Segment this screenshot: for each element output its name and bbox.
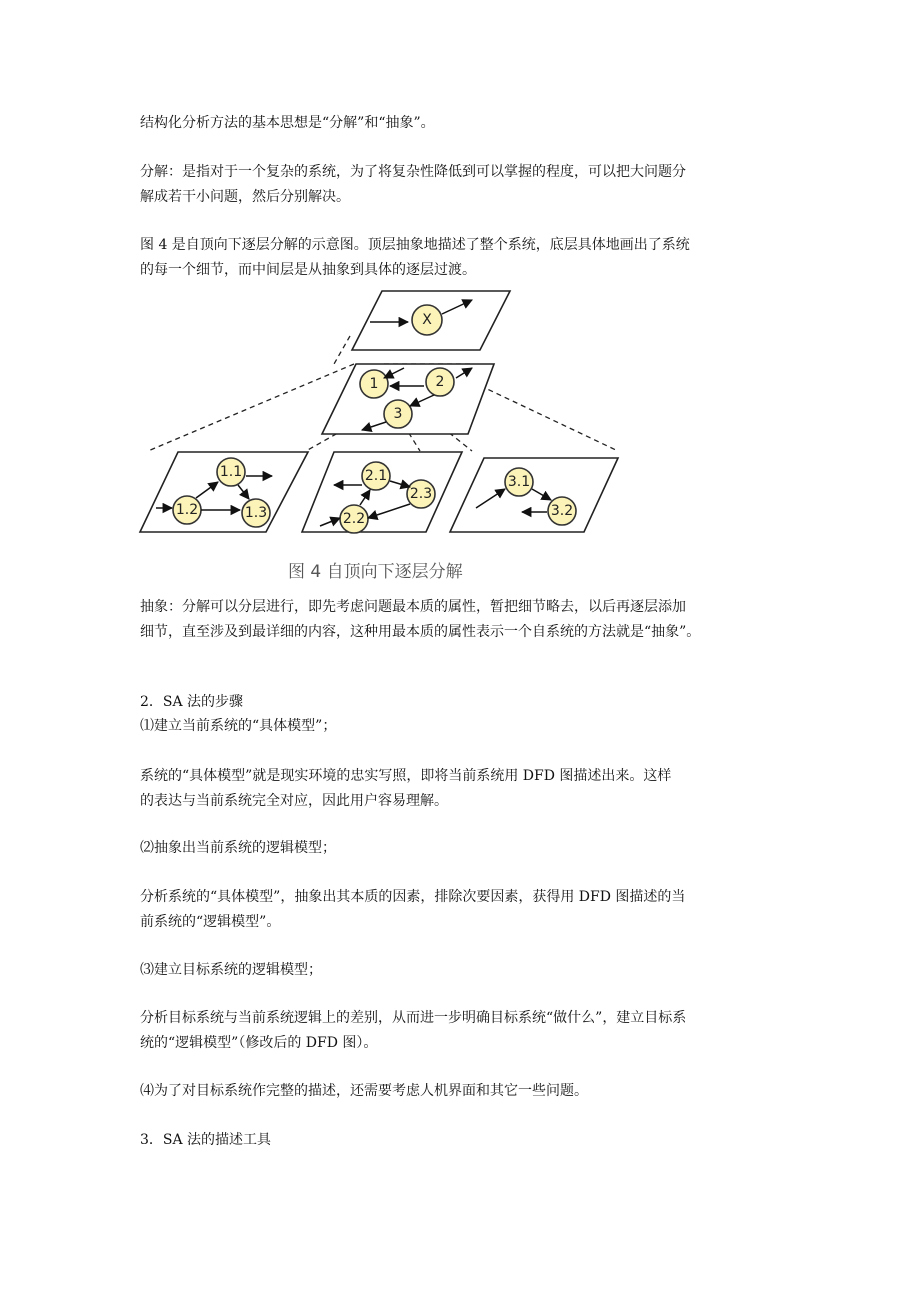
step3-desc-line2: 统的“逻辑模型”（修改后的 DFD 图）。 <box>140 1035 378 1051</box>
node-1-1-label: 1.1 <box>219 464 243 480</box>
step1-heading: ⑴建立当前系统的“具体模型”； <box>140 718 337 734</box>
node-3-1-label: 3.1 <box>507 474 531 490</box>
node-2-label: 2 <box>435 374 445 390</box>
decomposition-figure <box>138 286 622 586</box>
step2-desc-line1: 分析系统的“具体模型”，抽象出其本质的因素，排除次要因素，获得用 DFD 图描述的当 <box>140 889 686 905</box>
dash-mid-right <box>464 378 618 451</box>
decompose-text-line1: 分解：是指对于一个复杂的系统，为了将复杂性降低到可以掌握的程度，可以把大问题分 <box>140 164 686 180</box>
step4-text: ⑷为了对目标系统作完整的描述，还需要考虑人机界面和其它一些问题。 <box>140 1083 588 1099</box>
node-2-2-label: 2.2 <box>342 511 366 527</box>
node-2-1-label: 2.1 <box>364 468 388 484</box>
figure-caption: 图 4 自顶向下逐层分解 <box>288 562 463 582</box>
node-x-label: X <box>422 312 432 328</box>
dash-mid-left <box>148 364 354 451</box>
figure-description-line2: 的每一个细节，而中间层是从抽象到具体的逐层过渡。 <box>140 262 476 278</box>
node-3-2-label: 3.2 <box>550 503 574 519</box>
node-3-label: 3 <box>393 406 403 422</box>
abstract-text-line1: 抽象：分解可以分层进行，即先考虑问题最本质的属性，暂把细节略去，以后再逐层添加 <box>140 599 686 615</box>
step3-heading: ⑶建立目标系统的逻辑模型； <box>140 962 322 978</box>
step1-desc-line2: 的表达与当前系统完全对应，因此用户容易理解。 <box>140 793 448 809</box>
node-1-2-label: 1.2 <box>175 502 199 518</box>
step2-desc-line2: 前系统的“逻辑模型”。 <box>140 914 281 930</box>
figure-description-line1: 图 4 是自顶向下逐层分解的示意图。顶层抽象地描述了整个系统，底层具体地画出了系统 <box>140 237 690 253</box>
step2-heading: ⑵抽象出当前系统的逻辑模型； <box>140 840 336 856</box>
node-1-3-label: 1.3 <box>244 505 268 521</box>
dash-top-left <box>334 336 350 364</box>
intro-text: 结构化分析方法的基本思想是“分解”和“抽象”。 <box>140 115 435 131</box>
sa-tools-heading: 3．SA 法的描述工具 <box>140 1132 272 1148</box>
step3-desc-line1: 分析目标系统与当前系统逻辑上的差别，从而进一步明确目标系统“做什么”，建立目标系 <box>140 1010 687 1026</box>
node-2-3-label: 2.3 <box>409 486 433 502</box>
decompose-text-line2: 解成若干小问题，然后分别解决。 <box>140 189 350 205</box>
bottom-plane-3 <box>450 458 618 532</box>
node-1-label: 1 <box>369 376 379 392</box>
abstract-text-line2: 细节，直至涉及到最详细的内容，这种用最本质的属性表示一个自系统的方法就是“抽象”。 <box>140 624 701 640</box>
step1-desc-line1: 系统的“具体模型”就是现实环境的忠实写照，即将当前系统用 DFD 图描述出来。这样 <box>140 768 672 784</box>
sa-steps-heading: 2．SA 法的步骤 <box>140 694 244 710</box>
